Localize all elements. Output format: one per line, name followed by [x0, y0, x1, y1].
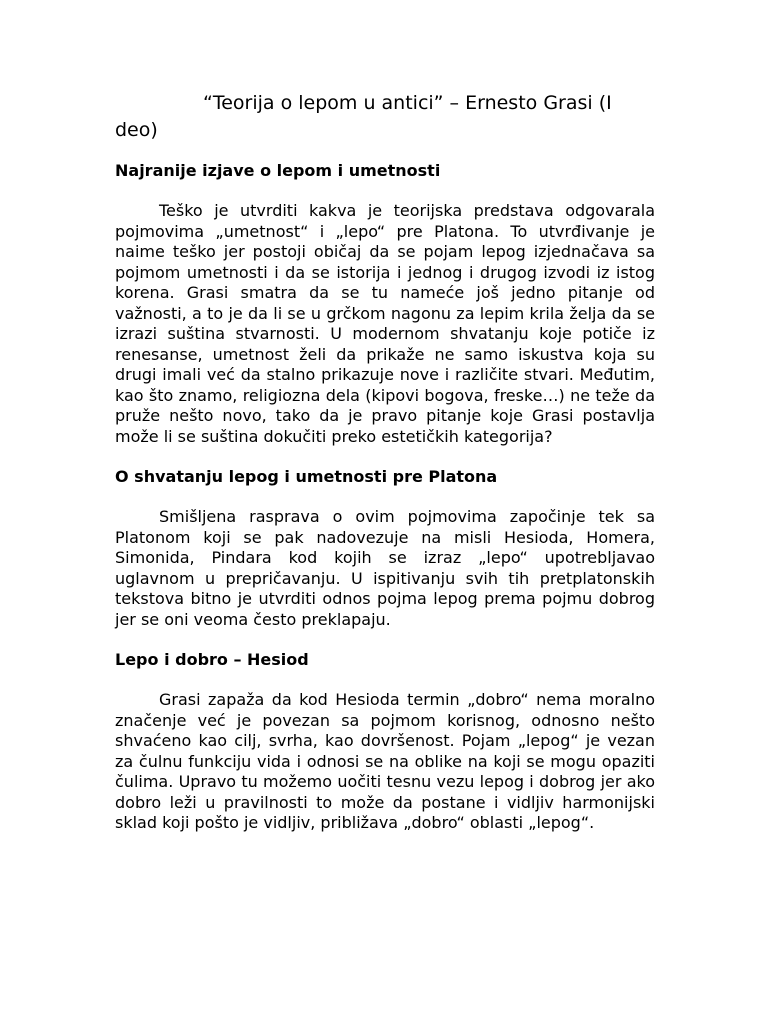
section-heading: O shvatanju lepog i umetnosti pre Platona: [115, 467, 498, 486]
section-heading: Lepo i dobro – Hesiod: [115, 650, 309, 669]
section-heading: Najranije izjave o lepom i umetnosti: [115, 161, 441, 180]
body-paragraph: Grasi zapaža da kod Hesioda termin „dobro“ nema moralno značenje već je povezan sa pojmom korisnog, odnosno nešto shvaćeno kao cilj, svrha, kao dovršenost. Pojam „lepog“ je vezan za čulnu funkciju vida i odnosi se na oblike na koji se mogu opaziti čulima. Upravo tu možemo uočiti tesnu vezu lepog i dobrog jer ako dobro leži u pravilnosti to može da postane i vidljiv harmonijski sklad koji pošto je vidljiv, približava „dobro“ oblasti „lepog“.: [115, 690, 655, 832]
text-column: [115, 90, 655, 834]
body-paragraph: Teško je utvrditi kakva je teorijska predstava odgovarala pojmovima „umetnost“ i „lepo“ pre Platona. To utvrđivanje je naime teško jer postoji običaj da se pojam lepog izjednačava sa pojmom umetnosti i da se istorija i jednog i drugog izvodi iz istog korena. Grasi smatra da se tu nameće još jedno pitanje od važnosti, a to je da li se u grčkom nagonu za lepim krila želja da se izrazi suština stvarnosti. U modernom shvatanju koje potiče iz renesanse, umetnost želi da prikaže ne samo iskustva koja su drugi imali već da stalno prikazuje nove i različite stvari. Međutim, kao što znamo, religiozna dela (kipovi bogova, freske…) ne teže da pruže nešto novo, tako da je pravo pitanje koje Grasi postavlja može li se suština dokučiti preko estetičkih kategorija?: [115, 201, 655, 446]
document-title: “Teorija o lepom u antici” – Ernesto Grasi (I deo): [115, 92, 612, 141]
body-paragraph: Smišljena rasprava o ovim pojmovima započinje tek sa Platonom koji se pak nadovezuje na misli Hesioda, Homera, Simonida, Pindara kod kojih se izraz „lepo“ upotrebljavao uglavnom u prepričavanju. U ispitivanju svih tih pretplatonskih tekstova bitno je utvrditi odnos pojma lepog prema pojmu dobrog jer se oni veoma često preklapaju.: [115, 507, 655, 629]
